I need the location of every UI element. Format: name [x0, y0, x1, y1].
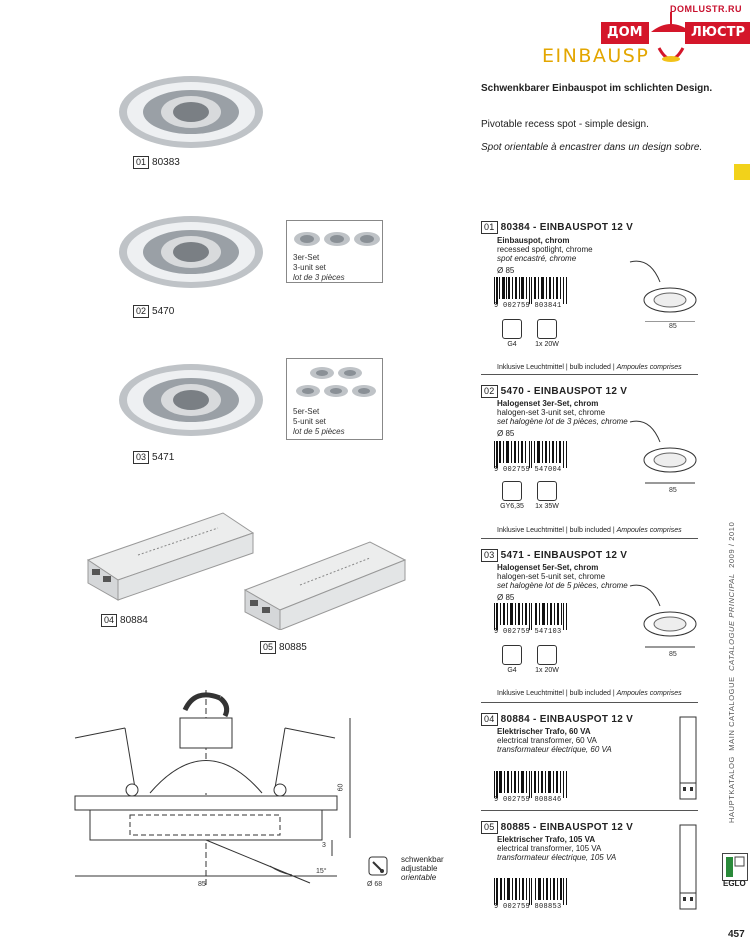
product-code: 80885 [279, 642, 307, 653]
dim-width: 85 [669, 487, 677, 494]
entry-desc-en: electrical transformer, 105 VA [497, 844, 602, 853]
divider [481, 810, 698, 811]
socket-label: G4 [507, 341, 517, 348]
product-code: 80884 [120, 615, 148, 626]
entry-desc-de: Halogenset 3er-Set, chrom [497, 399, 599, 408]
adjustable-text [401, 855, 444, 882]
divider [481, 538, 698, 539]
product-label [101, 614, 148, 627]
entry-number: 05 [481, 821, 498, 834]
adjustable-de: schwenkbar [401, 855, 444, 864]
dim-small: 3 [322, 842, 326, 849]
entry-heading [481, 549, 627, 562]
transformer-drawing [672, 713, 704, 803]
bulb-note: Inklusive Leuchtmittel | bulb included | Ampoules comprises [497, 527, 682, 534]
mini-spots-image [291, 227, 386, 251]
intro-de: Schwenkbarer Einbauspot im schlichten Design. [481, 83, 713, 94]
socket-label: G4 [507, 667, 517, 674]
logo-right-text: ЛЮСТР [685, 22, 750, 44]
product-code: 5471 [152, 452, 175, 463]
product-number: 05 [260, 641, 276, 654]
set-box-5 [286, 358, 383, 440]
barcode-number: 9 002759 547004 [494, 466, 562, 474]
bulb-note: Inklusive Leuchtmittel | bulb included | Ampoules comprises [497, 364, 682, 371]
entry-heading [481, 221, 633, 234]
entry-title: 80884 - EINBAUSPOT 12 V [500, 714, 634, 725]
dim-height: 60 [337, 783, 345, 792]
bulb-icon [537, 319, 557, 339]
entry-number: 03 [481, 549, 498, 562]
entry-diameter: Ø 85 [497, 593, 515, 602]
set-label-fr: lot de 5 pièces [293, 427, 345, 436]
set-box-3 [286, 220, 383, 283]
entry-desc-de: Halogenset 5er-Set, chrom [497, 563, 599, 572]
product-code: 5470 [152, 306, 175, 317]
dim-width: 85 [198, 881, 206, 888]
dim-angle: 15° [316, 868, 327, 875]
adjustable-en: adjustable [401, 864, 438, 873]
entry-number: 01 [481, 221, 498, 234]
entry-desc-fr: set halogène lot de 3 pièces, chrome [497, 417, 628, 426]
product-label [133, 305, 174, 318]
entry-desc-fr: spot encastré, chrome [497, 254, 577, 263]
yellow-page-tab [734, 164, 750, 180]
entry-desc-de: Elektrischer Trafo, 60 VA [497, 727, 591, 736]
spotlight-image-01 [116, 72, 266, 152]
bulb-note: Inklusive Leuchtmittel | bulb included | Ampoules comprises [497, 690, 682, 697]
product-label [133, 451, 174, 464]
barcode-number: 9 002759 547103 [494, 628, 562, 636]
entry-heading [481, 385, 627, 398]
entry-desc-en: halogen-set 5-unit set, chrome [497, 572, 606, 581]
transformer-drawing [672, 821, 704, 913]
product-number: 01 [133, 156, 149, 169]
divider [481, 702, 698, 703]
site-url: DOMLUSTR.RU [670, 4, 742, 14]
dim-width: 85 [669, 323, 677, 330]
transformer-image-05 [240, 530, 420, 630]
eglo-mark-icon [723, 854, 747, 880]
entry-desc-en: electrical transformer, 60 VA [497, 736, 597, 745]
barcode-image [494, 441, 569, 468]
entry-title: 5470 - EINBAUSPOT 12 V [500, 386, 628, 397]
spotlight-drawing [625, 576, 715, 648]
entry-heading [481, 713, 633, 726]
entry-desc-fr: set halogène lot de 5 pièces, chrome [497, 581, 628, 590]
barcode-image [494, 771, 569, 798]
eglo-logo-icon [722, 853, 748, 881]
barcode-number: 9 002759 803841 [494, 302, 562, 310]
entry-desc-en: recessed spotlight, chrome [497, 245, 593, 254]
socket-icon [502, 319, 522, 339]
barcode-image [494, 603, 569, 630]
transformer-image-04 [78, 505, 258, 605]
socket-icon [502, 481, 522, 501]
entry-heading [481, 821, 633, 834]
set-label-de: 5er-Set [293, 407, 320, 416]
barcode-number: 9 002759 808853 [494, 903, 562, 911]
dim-width: 85 [669, 651, 677, 658]
socket-label: GY6,35 [500, 503, 524, 510]
spotlight-drawing [625, 412, 715, 484]
bulb-label: 1x 20W [535, 341, 559, 348]
intro-en: Pivotable recess spot - simple design. [481, 119, 649, 130]
product-label [260, 641, 307, 654]
spotlight-drawing [625, 252, 715, 322]
adjustable-fr: orientable [401, 873, 437, 882]
technical-drawing [70, 688, 360, 898]
socket-icon [502, 645, 522, 665]
entry-desc-fr: transformateur électrique, 105 VA [497, 853, 617, 862]
spotlight-image-03 [116, 360, 266, 440]
entry-diameter: Ø 85 [497, 429, 515, 438]
product-number: 02 [133, 305, 149, 318]
set-label-fr: lot de 3 pièces [293, 273, 345, 282]
bulb-label: 1x 35W [535, 503, 559, 510]
bulb-icon [537, 481, 557, 501]
entry-number: 02 [481, 385, 498, 398]
mini-spots-image [289, 363, 384, 403]
intro-fr: Spot orientable à encastrer dans un design sobre. [481, 142, 703, 153]
hole-diameter: Ø 68 [367, 881, 383, 888]
divider [481, 374, 698, 375]
brand-name: EGLO [723, 879, 746, 888]
section-title: EINBAUSP [542, 45, 650, 67]
adjustable-icon [368, 856, 388, 876]
barcode-image [494, 878, 569, 905]
bulb-label: 1x 20W [535, 667, 559, 674]
barcode-number: 9 002759 808846 [494, 796, 562, 804]
entry-desc-fr: transformateur électrique, 60 VA [497, 745, 612, 754]
set-label-en: 3-unit set [293, 263, 326, 272]
entry-desc-de: Elektrischer Trafo, 105 VA [497, 835, 596, 844]
set-label-de: 3er-Set [293, 253, 320, 262]
set-label-en: 5-unit set [293, 417, 326, 426]
entry-title: 5471 - EINBAUSPOT 12 V [500, 550, 628, 561]
barcode-image [494, 277, 569, 304]
entry-desc-en: halogen-set 3-unit set, chrome [497, 408, 606, 417]
spotlight-image-02 [116, 212, 266, 292]
product-number: 03 [133, 451, 149, 464]
logo-left-text: ДОМ [601, 22, 649, 44]
entry-number: 04 [481, 713, 498, 726]
product-code: 80383 [152, 157, 180, 168]
product-number: 04 [101, 614, 117, 627]
bulb-icon [537, 645, 557, 665]
catalogue-vertical-text: HAUPTKATALOG MAIN CATALOGUE CATALOGUE PRINCIPAL 2009 / 2010 [727, 521, 736, 823]
product-label [133, 156, 180, 169]
page-number: 457 [728, 929, 745, 940]
entry-desc-de: Einbauspot, chrom [497, 236, 570, 245]
entry-diameter: Ø 85 [497, 266, 515, 275]
entry-title: 80384 - EINBAUSPOT 12 V [500, 222, 634, 233]
entry-title: 80885 - EINBAUSPOT 12 V [500, 822, 634, 833]
